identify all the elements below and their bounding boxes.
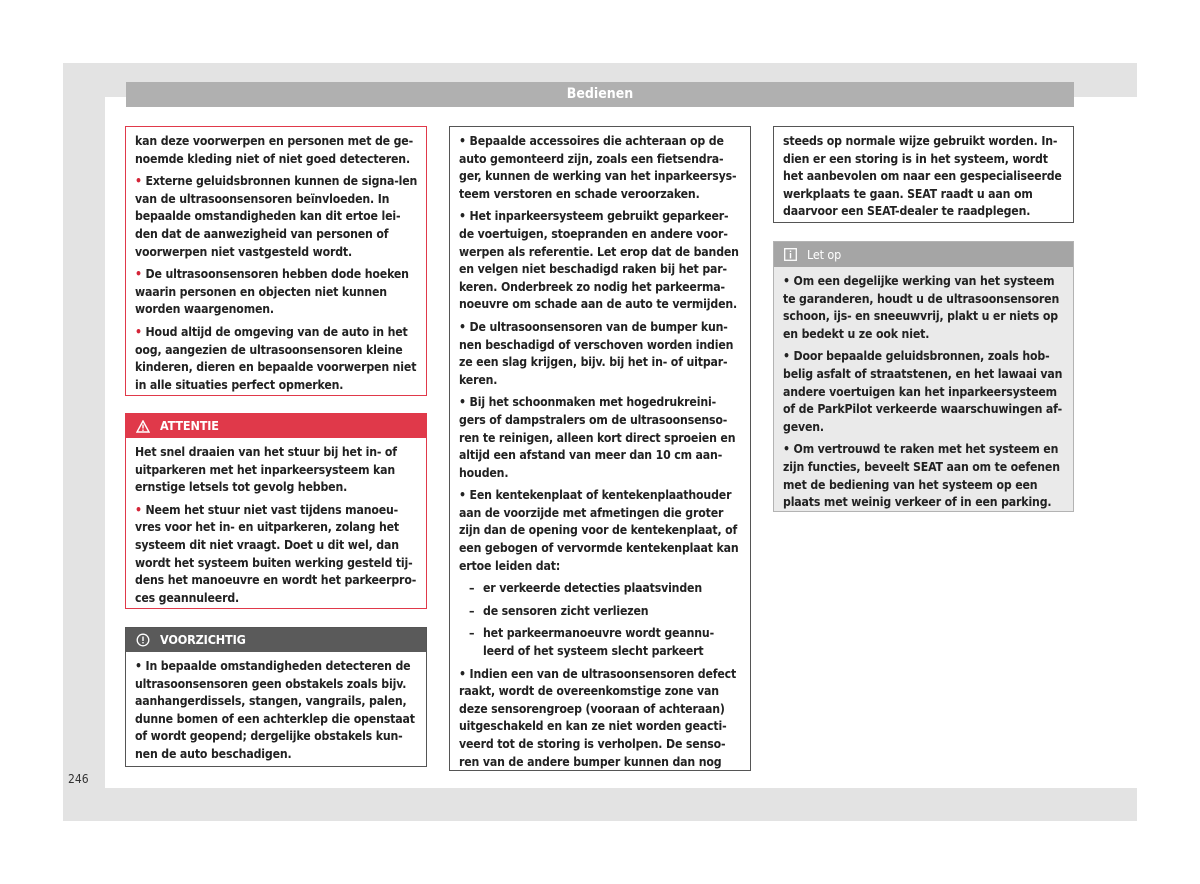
- bullet-item: • Het inparkeersysteem gebruikt geparkeer-de voertuigen, stoepranden en andere voor-werpen als referentie. Let erop dat de banden en velgen niet beschadigd raken bij het par-keren. Onderbreek zo nodig het parkeerma-noeuvre om schade aan de auto te vermijden.: [459, 209, 739, 312]
- dash-icon: –: [469, 581, 475, 596]
- voorzichtig-title: VOORZICHTIG: [160, 632, 246, 648]
- voorzichtig-end-box: [773, 126, 1074, 223]
- voorzichtig-header: [126, 628, 426, 652]
- bullet-item: • In bepaalde omstandigheden detecteren de ultrasoonsensoren geen obstakels zoals bijv. aanhangerdissels, stangen, vangrails, palen, dunne bomen of een achterklep die openstaat of wordt geopend; dergelijke obstakels kun-nen de auto beschadigen.: [135, 659, 415, 761]
- bullet-icon: •: [459, 395, 470, 410]
- letop-header: [774, 242, 1073, 267]
- bullet-item: • Een kentekenplaat of kentekenplaathouder aan de voorzijde met afmetingen die groter zijn dan de opening voor de kentekenplaat, of een gebogen of vervormde kentekenplaat kan ertoe leiden dat:: [459, 488, 739, 573]
- bullet-icon: •: [135, 659, 146, 673]
- paragraph: Het snel draaien van het stuur bij het in- of uitparkeren met het inparkeersysteem kan ernstige letsels tot gevolg hebben.: [135, 445, 397, 495]
- bullet-item: • Indien een van de ultrasoonsensoren defect raakt, wordt de overeenkomstige zone van deze sensorengroep (vooraan of achteraan) uitgeschakeld en kan ze niet worden geacti-veerd tot de storing is verholpen. De senso-ren van de andere bumper kunnen dan nog: [459, 666, 737, 769]
- attentie-box: [125, 413, 427, 609]
- paragraph: kan deze voorwerpen en personen met de ge-noemde kleding niet of niet goed detecteren.: [135, 134, 413, 166]
- bullet-item: • Om vertrouwd te raken met het systeem en zijn functies, beveelt SEAT aan om te oefenen met de bediening van het systeem op een plaats met weinig verkeer of in een parking.: [783, 442, 1060, 510]
- dash-item: – de sensoren zicht verliezen: [459, 603, 742, 621]
- info-icon: [784, 248, 797, 261]
- exclamation-circle-icon: [136, 633, 150, 647]
- voorzichtig-continued-box: [449, 126, 751, 771]
- bullet-item: • Om een degelijke werking van het systeem te garanderen, houdt u de ultrasoonsensoren schoon, ijs- en sneeuwvrij, plakt u er niets op en bedekt u ze ook niet.: [783, 274, 1060, 341]
- bullet-icon: •: [459, 666, 470, 681]
- bullet-item: • Door bepaalde geluidsbronnen, zoals hob-belig asfalt of straatstenen, en het lawaai van andere voertuigen kan het inparkeersysteem of de ParkPilot verkeerde waarschuwingen af-geven.: [783, 349, 1063, 434]
- bullet-icon: •: [135, 267, 146, 282]
- bullet-icon: •: [459, 319, 470, 334]
- attentie-title: ATTENTIE: [160, 418, 219, 434]
- bullet-icon: •: [135, 324, 146, 339]
- section-header: [126, 82, 1074, 107]
- continued-warning-box: [125, 126, 427, 396]
- bullet-item: • Bij het schoonmaken met hogedrukreini-gers of dampstralers om de ultrasoonsenso-ren te reinigen, alleen kort direct sproeien en altijd een afstand van meer dan 10 cm aan-houden.: [459, 395, 736, 480]
- letop-box: [773, 241, 1074, 512]
- dash-item: – het parkeermanoeuvre wordt geannu-leerd of het systeem slecht parkeert: [459, 625, 742, 660]
- letop-title: Let op: [807, 246, 842, 262]
- voorzichtig-box: [125, 627, 427, 767]
- dash-icon: –: [469, 603, 475, 618]
- bullet-icon: •: [459, 134, 470, 148]
- bullet-icon: •: [459, 209, 470, 224]
- bullet-item: • De ultrasoonsensoren hebben dode hoeken waarin personen en objecten niet kunnen worden waargenomen.: [135, 267, 409, 317]
- warning-triangle-icon: [136, 420, 150, 433]
- section-title: Bedienen: [566, 86, 634, 102]
- dash-item: – er verkeerde detecties plaatsvinden: [459, 580, 742, 598]
- bullet-icon: •: [783, 442, 794, 457]
- bullet-icon: •: [135, 502, 146, 517]
- dash-icon: –: [469, 626, 475, 641]
- bullet-item: • De ultrasoonsensoren van de bumper kun-nen beschadigd of verschoven worden indien ze een slag krijgen, bijv. bij het in- of uitpar-keren.: [459, 319, 734, 387]
- page-number: 246: [68, 772, 89, 786]
- bullet-icon: •: [135, 174, 146, 189]
- attentie-header: [126, 414, 426, 438]
- bullet-icon: •: [459, 488, 470, 503]
- bullet-item: • Externe geluidsbronnen kunnen de signa-len van de ultrasoonsensoren beïnvloeden. In bepaalde omstandigheden kan dit ertoe lei-den dat de aanwezigheid van personen of voorwerpen niet vastgesteld wordt.: [135, 174, 418, 259]
- bullet-item: • Neem het stuur niet vast tijdens manoeu-vres voor het in- en uitparkeren, zolang het systeem dit niet vraagt. Doet u dit wel, dan wordt het systeem buiten werking gesteld tij-dens het manoeuvre en wordt het parkeerpro-ces geannuleerd.: [135, 502, 417, 605]
- bullet-icon: •: [783, 274, 794, 288]
- bullet-icon: •: [783, 349, 794, 364]
- bullet-item: • Bepaalde accessoires die achteraan op de auto gemonteerd zijn, zoals een fietsendra-ger, kunnen de werking van het inparkeersys-teem verstoren en schade veroorzaken.: [459, 134, 737, 201]
- bullet-item: • Houd altijd de omgeving van de auto in het oog, aangezien de ultrasoonsensoren kleine kinderen, dieren en bepaalde voorwerpen niet in alle situaties perfect opmerken.: [135, 324, 417, 392]
- paragraph: steeds op normale wijze gebruikt worden. In-dien er een storing is in het systeem, wordt het aanbevolen om naar een gespecialiseerde werkplaats te gaan. SEAT raadt u aan om daarvoor een SEAT-dealer te raadplegen.: [783, 134, 1062, 219]
